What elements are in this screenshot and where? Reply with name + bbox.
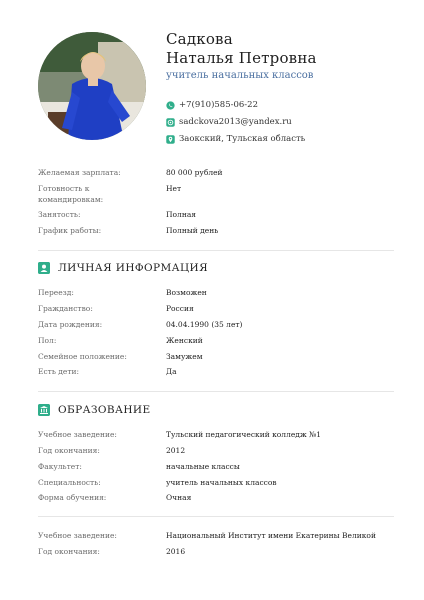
last-name: Садкова bbox=[166, 30, 233, 48]
row-label: Год окончания: bbox=[38, 446, 100, 455]
row-value: 04.04.1990 (35 лет) bbox=[166, 320, 243, 329]
row-value: Полный день bbox=[166, 226, 219, 235]
contact-location bbox=[166, 134, 305, 144]
person-card-icon bbox=[38, 262, 50, 274]
row-value: Женский bbox=[166, 336, 203, 345]
education-row bbox=[38, 492, 398, 503]
profile-photo bbox=[38, 32, 146, 140]
education-row bbox=[38, 477, 398, 488]
job-position: учитель начальных классов bbox=[166, 70, 314, 81]
summary-row-schedule bbox=[38, 225, 398, 236]
row-value: 2016 bbox=[166, 547, 186, 556]
profile-photo-image bbox=[38, 32, 146, 140]
row-label: Дата рождения: bbox=[38, 320, 103, 329]
row-label: Переезд: bbox=[38, 288, 74, 297]
summary-row-employment bbox=[38, 209, 398, 220]
row-label: Форма обучения: bbox=[38, 493, 107, 502]
section-divider bbox=[38, 391, 394, 392]
row-label: Гражданство: bbox=[38, 304, 93, 313]
row-label: Год окончания: bbox=[38, 547, 100, 556]
row-value: учитель начальных классов bbox=[166, 478, 277, 487]
education-row bbox=[38, 429, 398, 440]
row-label: Факультет: bbox=[38, 462, 82, 471]
contact-email[interactable] bbox=[166, 117, 292, 127]
location-pin-icon bbox=[166, 135, 175, 144]
row-label: Учебное заведение: bbox=[38, 430, 117, 439]
institution-icon bbox=[38, 404, 50, 416]
phone-number: +7(910)585-06-22 bbox=[179, 100, 258, 110]
row-value: Национальный Институт имени Екатерины Великой bbox=[166, 531, 376, 540]
resume-header bbox=[0, 0, 424, 160]
row-value: Тульский педагогический колледж №1 bbox=[166, 430, 322, 439]
row-label: Желаемая зарплата: bbox=[38, 168, 121, 177]
summary-row-trips bbox=[38, 183, 398, 205]
personal-row bbox=[38, 351, 398, 362]
row-label: Учебное заведение: bbox=[38, 531, 117, 540]
row-value: Возможен bbox=[166, 288, 207, 297]
row-value: 2012 bbox=[166, 446, 186, 455]
row-value: Очная bbox=[166, 493, 192, 502]
entry-divider bbox=[38, 516, 394, 517]
whatsapp-phone-icon bbox=[166, 101, 175, 110]
row-value: 80 000 рублей bbox=[166, 168, 223, 177]
personal-row bbox=[38, 366, 398, 377]
personal-row bbox=[38, 335, 398, 346]
row-value: Замужем bbox=[166, 352, 203, 361]
education-row bbox=[38, 530, 398, 541]
first-middle-name: Наталья Петровна bbox=[166, 49, 317, 67]
section-title-text: ЛИЧНАЯ ИНФОРМАЦИЯ bbox=[58, 262, 208, 274]
row-label: Готовность к командировкам: bbox=[38, 184, 104, 204]
personal-row bbox=[38, 303, 398, 314]
email-address: sadckova2013@yandex.ru bbox=[179, 117, 292, 127]
education-row bbox=[38, 461, 398, 472]
section-title-personal bbox=[38, 262, 208, 274]
contact-phone[interactable] bbox=[166, 100, 258, 110]
row-value: начальные классы bbox=[166, 462, 240, 471]
at-icon bbox=[166, 118, 175, 127]
education-row bbox=[38, 546, 398, 557]
location-text: Заокский, Тульская область bbox=[179, 134, 306, 144]
row-value: Да bbox=[166, 367, 177, 376]
row-value: Россия bbox=[166, 304, 194, 313]
row-label: Специальность: bbox=[38, 478, 101, 487]
row-value: Нет bbox=[166, 184, 182, 193]
row-label: Семейное положение: bbox=[38, 352, 127, 361]
summary-row-salary bbox=[38, 167, 398, 178]
personal-row bbox=[38, 287, 398, 298]
row-label: Есть дети: bbox=[38, 367, 80, 376]
section-divider bbox=[38, 250, 394, 251]
education-row bbox=[38, 445, 398, 456]
section-title-text: ОБРАЗОВАНИЕ bbox=[58, 404, 151, 416]
row-label: Пол: bbox=[38, 336, 57, 345]
row-value: Полная bbox=[166, 210, 197, 219]
personal-row bbox=[38, 319, 398, 330]
row-label: График работы: bbox=[38, 226, 102, 235]
section-title-education bbox=[38, 404, 151, 416]
row-label: Занятость: bbox=[38, 210, 81, 219]
